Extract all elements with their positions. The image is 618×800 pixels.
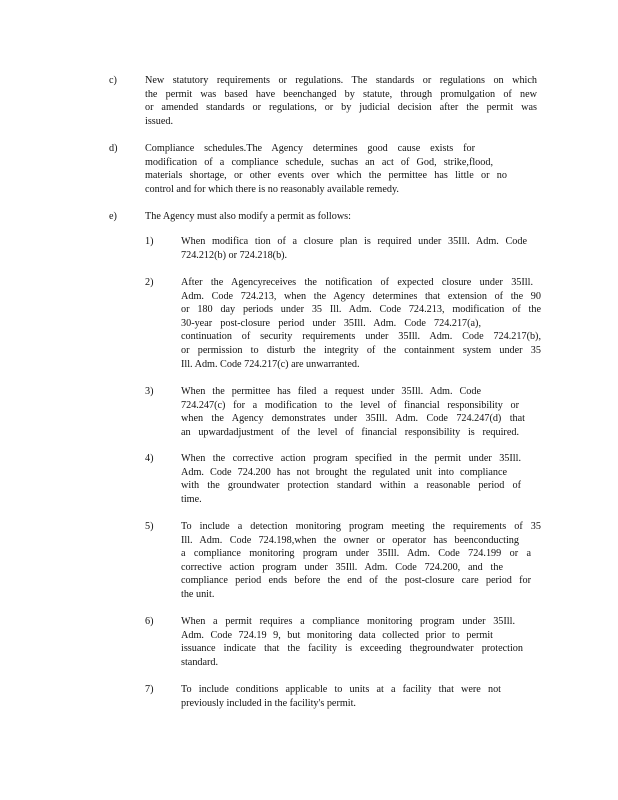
subitem-4-marker: 4) [145,453,154,464]
subitem-1-text [181,235,527,262]
text-line: To include a detection monitoring program meeting the requirements of 35 [181,521,541,532]
item-c-text [145,74,537,128]
text-line: When modifica tion of a closure plan is required under 35Ill. Adm. Code [181,236,527,247]
text-line: 724.247(c) for a modification to the level of financial responsibility or [181,399,519,411]
subitem-6-marker: 6) [145,616,154,627]
text-line: continuation of security requirements under 35Ill. Adm. Code 724.217(b), [181,331,541,343]
subitem-2-marker: 2) [145,277,154,288]
item-c-marker: c) [109,75,117,86]
text-line: New statutory requirements or regulations. The standards or regulations on which [145,75,537,86]
subitem-7-marker: 7) [145,684,154,695]
text-line: Adm. Code 724.200 has not brought the regulated unit into compliance [181,466,507,478]
text-line: or 180 day periods under 35 Ill. Adm. Code 724.213, modification of the [181,304,541,316]
text-line: standard. [181,656,219,668]
subitem-5-marker: 5) [145,521,154,532]
subitem-5-text [181,520,541,602]
text-line: To include conditions applicable to units at a facility that were not [181,684,501,695]
text-line: or amended standards or regulations, or by judicial decision after the permit was [145,102,537,114]
text-line: When the permittee has filed a request under 35Ill. Adm. Code [181,386,481,397]
text-line: the unit. [181,588,215,600]
text-line: Compliance schedules.The Agency determines good cause exists for [145,143,475,154]
subitem-2-text [181,276,541,371]
text-line: 724.212(b) or 724.218(b). [181,249,288,261]
item-d-marker: d) [109,143,118,154]
text-line: Adm. Code 724.213, when the Agency determines that extension of the 90 [181,290,541,302]
text-line: or permission to disturb the integrity of the containment system under 35 [181,344,541,356]
item-e-marker: e) [109,211,117,222]
text-line: previously included in the facility's permit. [181,697,356,709]
text-line: when the Agency demonstrates under 35Ill. Adm. Code 724.247(d) that [181,413,525,425]
text-line: compliance period ends before the end of the post-closure care period for [181,575,531,587]
subitem-3-text [181,385,525,439]
text-line: modification of a compliance schedule, suchas an act of God, strike,flood, [145,156,493,168]
text-line: Ill. Adm. Code 724.217(c) are unwarranted. [181,358,360,370]
text-line: When the corrective action program specified in the permit under 35Ill. [181,453,521,464]
subitem-7-text [181,683,501,710]
subitem-1-marker: 1) [145,236,154,247]
text-line: issuance indicate that the facility is exceeding thegroundwater protection [181,643,523,655]
subitem-3-marker: 3) [145,386,154,397]
text-line: After the Agencyreceives the notification of expected closure under 35Ill. [181,277,533,288]
text-line: Ill. Adm. Code 724.198,when the owner or operator has beenconducting [181,534,519,546]
text-line: Adm. Code 724.19 9, but monitoring data collected prior to permit [181,629,493,641]
item-d-text [145,142,507,196]
text-line: the permit was based have beenchanged by statute, through promulgation of new [145,88,537,100]
text-line: time. [181,493,202,505]
text-line: issued. [145,115,174,127]
text-line: corrective action program under 35Ill. Adm. Code 724.200, and the [181,561,503,573]
text-line: When a permit requires a compliance monitoring program under 35Ill. [181,616,515,627]
text-line: control and for which there is no reasonably available remedy. [145,183,399,195]
text-line: materials shortage, or other events over which the permittee has little or no [145,170,507,182]
subitem-6-text [181,615,523,669]
text-line: 30-year post-closure period under 35Ill. Adm. Code 724.217(a), [181,317,481,329]
text-line: with the groundwater protection standard within a reasonable period of [181,480,521,492]
text-line: The Agency must also modify a permit as follows: [145,211,351,222]
item-e-text [145,210,445,224]
subitem-4-text [181,452,521,506]
text-line: an upwardadjustment of the level of financial responsibility is required. [181,426,519,438]
text-line: a compliance monitoring program under 35Ill. Adm. Code 724.199 or a [181,548,531,560]
